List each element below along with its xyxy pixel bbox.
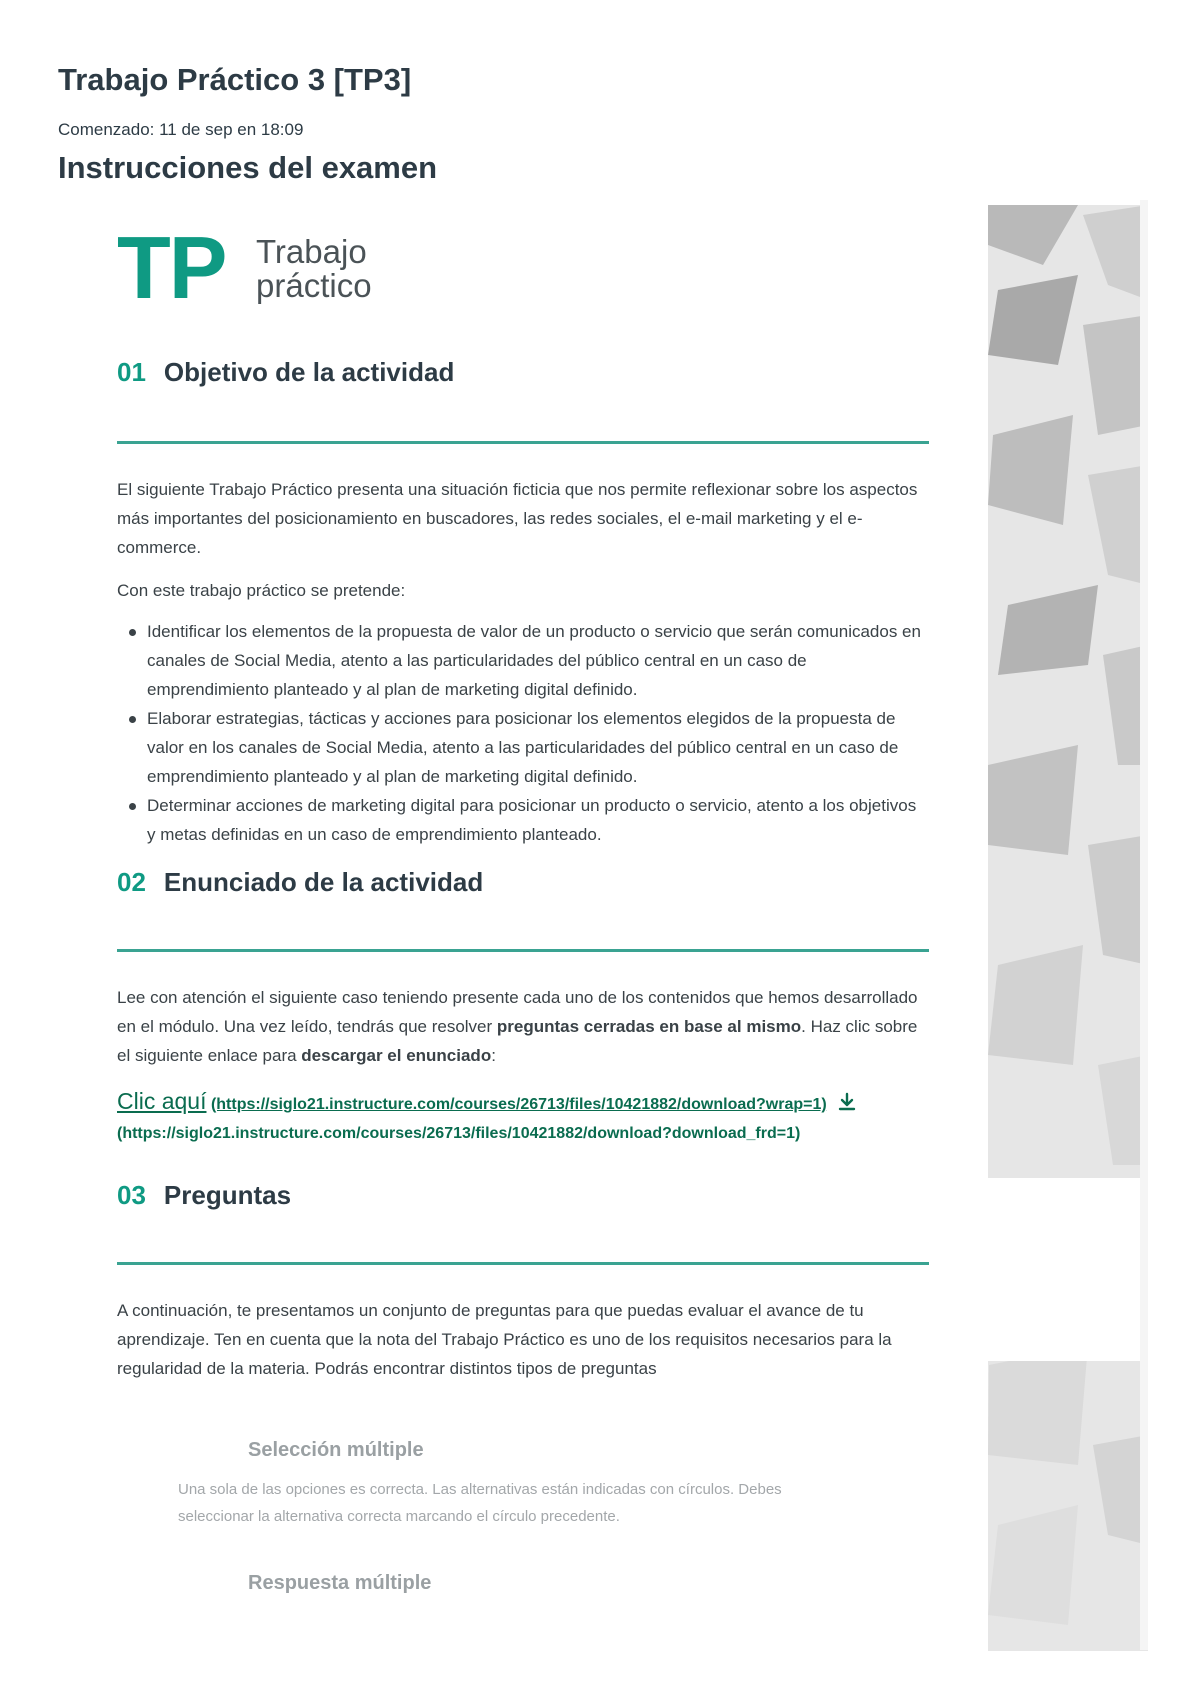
section-divider bbox=[117, 1262, 929, 1265]
logo-word-line1: Trabajo bbox=[256, 233, 367, 270]
section-divider bbox=[117, 949, 929, 952]
enunciado-paragraph bbox=[117, 983, 929, 1070]
tp-logo bbox=[117, 218, 417, 335]
section-number: 01 bbox=[117, 357, 146, 387]
enunciado-text: : bbox=[491, 1046, 496, 1065]
started-timestamp: Comenzado: 11 de sep en 18:09 bbox=[58, 120, 304, 139]
section-title: Objetivo de la actividad bbox=[163, 357, 455, 387]
section-number: 02 bbox=[117, 867, 146, 897]
question-type-title: Selección múltiple bbox=[248, 1439, 424, 1461]
section-heading-objetivo bbox=[117, 357, 929, 388]
list-item: Determinar acciones de marketing digital para posicionar un producto o servicio, atento a los objetivos y metas definidas en un caso de emprendimiento planteado. bbox=[147, 791, 929, 849]
decorative-edge bbox=[1140, 200, 1148, 1650]
logo-word-line2: práctico bbox=[256, 267, 372, 304]
page-title: Trabajo Práctico 3 [TP3] bbox=[58, 62, 412, 97]
enunciado-bold-text: preguntas cerradas en base al mismo bbox=[496, 1017, 802, 1036]
enunciado-bold-text: descargar el enunciado bbox=[301, 1046, 492, 1065]
section-number: 03 bbox=[117, 1180, 146, 1210]
decorative-side-image bbox=[988, 205, 1148, 1651]
enunciado-text: Lee con atención el siguiente caso teniendo presente cada uno de los contenidos que hemos desarrollado en el módulo. Una vez leído, tendrás que resolver bbox=[117, 988, 918, 1036]
download-url[interactable]: (https://siglo21.instructure.com/courses/26713/files/10421882/download?download_frd=1) bbox=[117, 1125, 801, 1142]
decorative-gap bbox=[988, 1178, 1148, 1361]
logo-initials: TP bbox=[117, 218, 226, 317]
objetivo-list bbox=[117, 617, 929, 849]
download-link-line bbox=[117, 1088, 929, 1117]
objetivo-intro: Con este trabajo práctico se pretende: bbox=[117, 581, 406, 600]
section-heading-preguntas bbox=[117, 1180, 929, 1211]
section-title: Preguntas bbox=[163, 1180, 292, 1210]
clic-aqui-link[interactable]: Clic aquí bbox=[117, 1088, 207, 1114]
enunciado-text: . Haz clic sobre el siguiente enlace para bbox=[117, 1017, 918, 1065]
question-type-description: Una sola de las opciones es correcta. Las alternativas están indicadas con círculos. Debes seleccionar la alternativa correcta marcando el círculo precedente. bbox=[178, 1481, 782, 1525]
question-type-title: Respuesta múltiple bbox=[248, 1572, 432, 1594]
section-divider bbox=[117, 441, 929, 444]
preguntas-paragraph: A continuación, te presentamos un conjunto de preguntas para que puedas evaluar el avance de tu aprendizaje. Ten en cuenta que la nota del Trabajo Práctico es uno de los requisitos necesarios para la regularidad de la materia. Podrás encontrar distintos tipos de preguntas bbox=[117, 1301, 892, 1378]
list-item: Identificar los elementos de la propuesta de valor de un producto o servicio que serán comunicados en canales de Social Media, atento a las particularidades del público central en un caso de emprendimiento planteado y al plan de marketing digital definido. bbox=[147, 617, 929, 704]
section-title: Enunciado de la actividad bbox=[163, 867, 484, 897]
instructions-title: Instrucciones del examen bbox=[58, 150, 438, 185]
list-item: Elaborar estrategias, tácticas y acciones para posicionar los elementos elegidos de la propuesta de valor en los canales de Social Media, atento a las particularidades del público central en un caso de emprendimiento planteado y al plan de marketing digital definido. bbox=[147, 704, 929, 791]
download-icon[interactable] bbox=[837, 1092, 857, 1117]
objetivo-paragraph: El siguiente Trabajo Práctico presenta una situación ficticia que nos permite reflexionar sobre los aspectos más importantes del posicionamiento en buscadores, las redes sociales, el e-mail marketing y el e-commerce. bbox=[117, 480, 918, 557]
file-link-url[interactable]: (https://siglo21.instructure.com/courses/26713/files/10421882/download?wrap=1) bbox=[210, 1096, 827, 1113]
section-heading-enunciado bbox=[117, 867, 929, 898]
